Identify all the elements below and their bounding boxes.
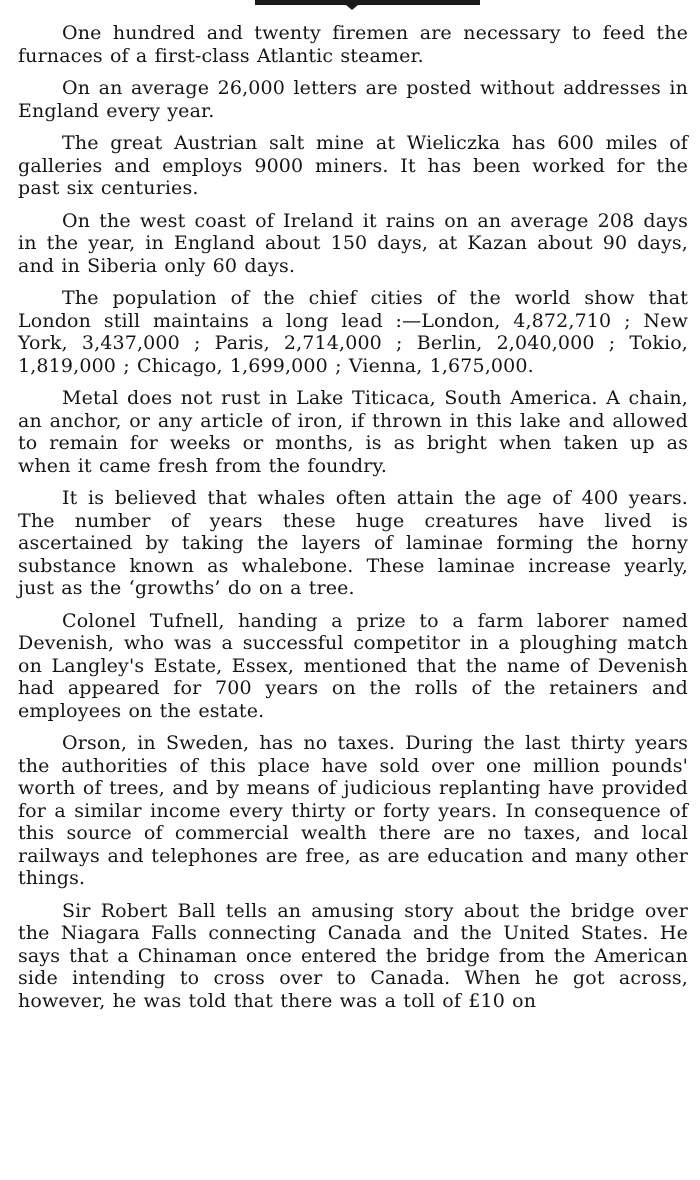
paragraph-population: The population of the chief cities of the world show that London still maintains a long lead :—London, 4,872,710 ; New York, 3,437,000 ; Paris, 2,714,000 ; Berlin, 2,040,000 ; Tokio, 1,819,000 ; Chicago, 1,699,000 ; Vienna, 1,675,000. <box>18 287 688 377</box>
top-rule <box>255 0 480 5</box>
paragraph-niagara: Sir Robert Ball tells an amusing story about the bridge over the Niagara Falls connecting Canada and the United States. He says that a Chinaman once entered the bridge from the American side intending to cross over to Canada. When he got across, however, he was told that there was a toll of £10 on <box>18 899 688 1012</box>
paragraph-letters: On an average 26,000 letters are posted without addresses in England every year. <box>18 77 688 122</box>
paragraph-firemen: One hundred and twenty firemen are necessary to feed the furnaces of a first-class Atlantic steamer. <box>18 22 688 67</box>
paragraph-devenish: Colonel Tufnell, handing a prize to a farm laborer named Devenish, who was a successful competitor in a ploughing match on Langley's Estate, Essex, mentioned that the name of Devenish had appeared for 700 years on the rolls of the retainers and employees on the estate. <box>18 609 688 722</box>
paragraph-orson: Orson, in Sweden, has no taxes. During the last thirty years the authorities of this place have sold over one million pounds' worth of trees, and by means of judicious replanting have provided for a similar income every thirty or forty years. In consequence of this source of commercial wealth there are no taxes, and local railways and telephones are free, as are education and many other things. <box>18 732 688 889</box>
paragraph-rain: On the west coast of Ireland it rains on an average 208 days in the year, in England about 150 days, at Kazan about 90 days, and in Siberia only 60 days. <box>18 209 688 277</box>
top-ornament <box>340 0 364 10</box>
paragraph-whales: It is believed that whales often attain the age of 400 years. The number of years these huge creatures have lived is ascertained by taking the layers of laminae forming the horny substance known as whalebone. These laminae increase yearly, just as the ‘growths’ do on a tree. <box>18 487 688 599</box>
article-column <box>18 22 688 1022</box>
paragraph-titicaca: Metal does not rust in Lake Titicaca, South America. A chain, an anchor, or any article of iron, if thrown in this lake and allowed to remain for weeks or months, is as bright when taken up as when it came fresh from the foundry. <box>18 387 688 477</box>
paragraph-salt-mine: The great Austrian salt mine at Wieliczka has 600 miles of galleries and employs 9000 miners. It has been worked for the past six centuries. <box>18 132 688 199</box>
